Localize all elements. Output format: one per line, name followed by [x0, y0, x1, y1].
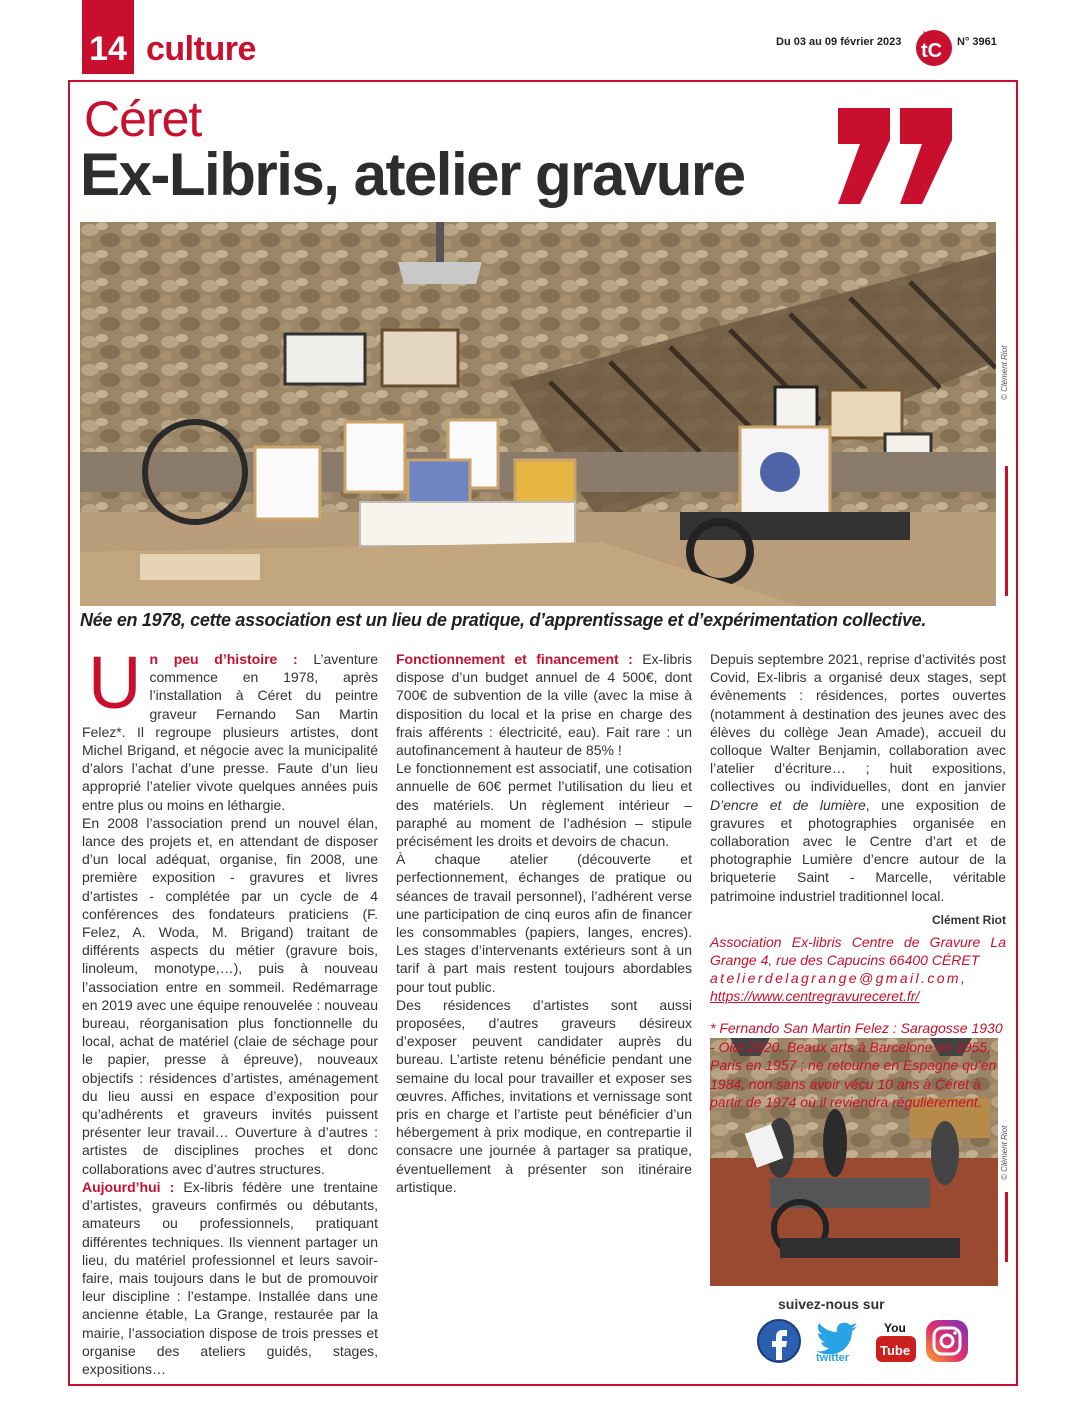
- svg-text:le: le: [923, 30, 931, 40]
- article-kicker: Céret: [84, 91, 202, 147]
- paragraph-since-2021: [710, 650, 1006, 905]
- issue-number: N° 3961: [957, 36, 997, 48]
- credit-accent-bar: [1005, 466, 1008, 596]
- subhead-finance: Fonctionnement et financement :: [396, 651, 633, 667]
- twitter-wordmark: twitter: [816, 1352, 849, 1364]
- contact-email[interactable]: atelierdelagrange@gmail.com,: [710, 970, 968, 987]
- paragraph-today: [82, 1178, 378, 1378]
- article-column-2b: [396, 650, 692, 1196]
- newspaper-logo: [914, 24, 954, 68]
- article-column-1: [82, 641, 378, 1378]
- photo-caption: Née en 1978, cette association est un lieu de pratique, d’apprentissage et d’expérimentation collective.: [80, 610, 927, 630]
- svg-text:tC: tC: [921, 40, 943, 62]
- issue-date: Du 03 au 09 février 2023: [776, 36, 902, 48]
- contact-website[interactable]: https://www.centregravureceret.fr/: [710, 988, 920, 1005]
- article-column-3b: [710, 650, 1006, 1112]
- youtube-icon[interactable]: [874, 1318, 918, 1366]
- youtube-wordmark-top: You: [884, 1321, 906, 1335]
- paragraph-text: L’aventure commence en 1978, après l’installation à Céret du peintre graveur Fernando San Martin Felez*. Il regroupe plusieurs artistes, dont Michel Brigand, et négocie avec la municipalité d’alors l’achat d’une presse. Faute d’un lieu approprié l’atelier vivote quelques années puis entre plus ou moins en léthargie.: [82, 651, 378, 813]
- paragraph-text: Ex-libris fédère une trentaine d’artistes, graveurs confirmés ou débutants, amateurs ou professionnels, pratiquant différentes techniques. Ils viennent partager un lieu, du matériel professionnel et leurs savoir-faire, mais toujours dans le but de promouvoir leur discipline : l’estampe. Installée dans une ancienne étable, La Grange, restaurée par la mairie, l’association dispose de trois presses et organise des ateliers guidés, stages, expositions…: [82, 1178, 378, 1377]
- contact-block: [710, 933, 1006, 1005]
- paragraph-residences: Des résidences d’artistes sont aussi proposées, d’autres graveurs désireux d’exposer peuvent candidater auprès du bureau. L’artiste retenu bénéficie pendant une semaine du local pour travailler et exposer ses œuvres. Affiches, invitations et vernissage sont pris en charge et l’artiste peut bénéficier d’un hébergement à prix modique, en contrepartie il consacre une journée à partager sa pratique, éventuellement à présenter son itinéraire artistique.: [396, 996, 692, 1195]
- article-author: Clément Riot: [931, 912, 1006, 927]
- workshop-photo: [80, 222, 996, 606]
- paragraph-associative: Le fonctionnement est associatif, une cotisation annuelle de 60€ permet l’utilisation du lieu et des matériels. Un règlement intérieur – paraphé au moment de l’adhésion – stipule précisément les droits et devoirs de chacun.: [396, 760, 692, 850]
- paragraph-text: , une exposition de gravures et photographies organisée en collaboration avec le Centre d’art et de photographie Lumière d’encre autour de la briqueterie Saint - Marcelle, véritable patrimoine industriel traditionnel local.: [710, 796, 1006, 904]
- footnote: * Fernando San Martin Felez : Saragosse 1930 - Olot 2020. Beaux arts à Barcelone en 1955, Paris en 1957 ; ne retourne en Espagne qu’en 1984, non sans avoir vécu 10 ans à Céret à partir de 1974 où il reviendra régulièrement.: [710, 1020, 1003, 1111]
- section-title: culture: [146, 30, 256, 68]
- photo-2-credit: © Clément Riot: [1000, 1125, 1009, 1180]
- paragraph-text: Depuis septembre 2021, reprise d’activités post Covid, Ex-libris a organisé deux stages, sept évènements : résidences, portes ouvertes (notamment à destination des jeunes avec des élèves du collège Jean Amade), accueil du colloque Walter Benjamin, collaboration avec l’atelier d’écriture… ; huit expositions, collectives ou individuelles, dont en janvier: [710, 651, 1006, 795]
- paragraph-atelier: À chaque atelier (découverte et perfectionnement, échanges de pratique ou séances de travail personnel), l’adhérent verse une participation de cinq euros afin de financer les consommables (papiers, langes, encres). Les stages d’intervenants extérieurs sont à un tarif à part mais restent toujours abordables pour tout public.: [396, 851, 692, 995]
- quote-mark-icon: [830, 100, 960, 210]
- article-headline: Ex-Libris, atelier gravure: [80, 141, 745, 208]
- paragraph-text: Ex-libris dispose d’un budget annuel de 4 500€, dont 700€ de subvention de la ville (avec la mise à disposition du local et la prise en charge des frais afférents : électricité, eau). Fait rare : un autofinancement à hauteur de 85% !: [396, 651, 693, 759]
- twitter-icon[interactable]: [814, 1318, 868, 1364]
- paragraph-2008: En 2008 l’association prend un nouvel élan, lance des projets et, en attendant de disposer d’un local adéquat, organise, fin 2008, une première exposition - gravures et livres d’artistes - complétée par un cycle de 4 conférences des fondateurs praticiens (F. Felez, A. Woda, M. Brigand) traitant de différents aspects du métier (gravure bois, linoleum, monotype,…), puis à nouveau l’association entre en sommeil. Redémarrage en 2019 avec une équipe renouvelée : nouveau bureau, réorganisation plus fonctionnelle du local, achat de matériel (claie de séchage pour le papier, presse à épreuve), nouveaux objectifs : résidences d’artistes, aménagement du lieu aussi en espace d’exposition pour qu’adhérents et graveurs invités puissent présenter leur travail… Ouverture à d’autres : artistes de disciplines proches et donc collaborations avec d’autres structures.: [82, 814, 378, 1177]
- contact-address: Association Ex-libris Centre de Gravure La Grange 4, rue des Capucins 66400 CÉRET: [710, 934, 1006, 969]
- page-number: 14: [89, 30, 127, 68]
- youtube-wordmark-bottom: Tube: [880, 1343, 911, 1358]
- drop-cap: U: [88, 641, 142, 724]
- paragraph-finance: [396, 650, 692, 759]
- facebook-icon[interactable]: [756, 1318, 802, 1364]
- exhibition-title: D’encre et de lumière: [710, 796, 866, 813]
- instagram-icon[interactable]: [924, 1318, 970, 1364]
- subhead-history: n peu d’histoire :: [149, 651, 298, 667]
- follow-us-label: suivez-nous sur: [778, 1296, 885, 1312]
- subhead-today: Aujourd’hui :: [82, 1178, 175, 1195]
- photo-credit: © Clément Riot: [1000, 345, 1009, 400]
- credit-accent-bar-2: [1005, 1192, 1008, 1262]
